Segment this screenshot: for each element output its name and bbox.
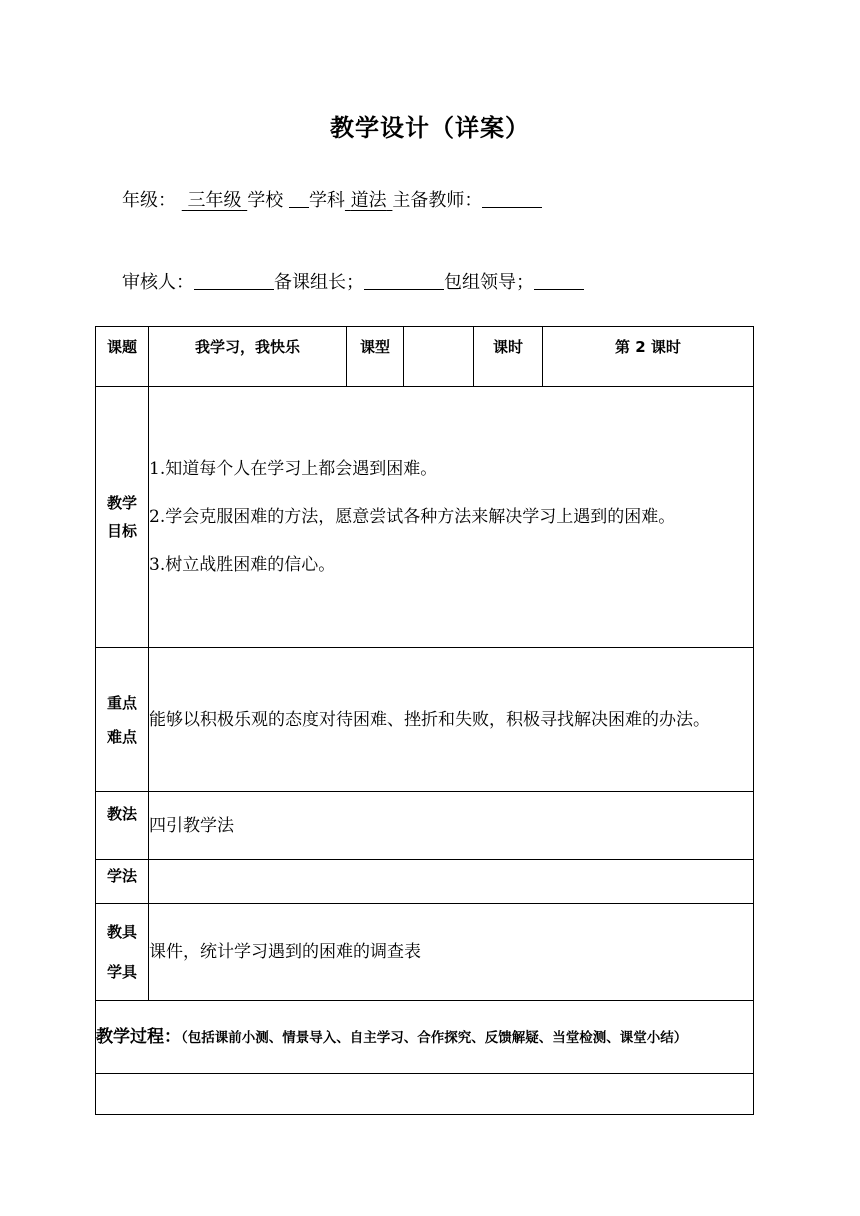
lesson-plan-table [95,326,754,1115]
supervisor-label: 包组领导； [444,272,534,293]
process-content-row [96,1074,754,1115]
reviewer-blank [194,271,274,290]
supervisor-blank [534,271,584,290]
goals-content [149,387,754,648]
grade-label: 年级： [122,190,176,211]
process-label: 教学过程： [96,1026,181,1047]
teaching-method-value: 四引教学法 [149,792,754,860]
key-points-label: 重点 难点 [96,648,149,792]
goal-item: 3.树立战胜困难的信心。 [149,555,336,575]
learning-method-value [149,860,754,904]
reviewer-label: 审核人： [122,272,194,293]
type-label: 课型 [347,327,404,387]
subject-value: 道法 [350,190,387,211]
teacher-label: 主备教师： [392,190,483,211]
goal-item: 2.学会克服困难的方法，愿意尝试各种方法来解决学习上遇到的困难。 [149,507,676,527]
teaching-method-label: 教法 [96,792,149,860]
type-value [404,327,474,387]
school-label: 学校 [247,190,284,211]
document-title: 教学设计（详案） [330,114,530,142]
process-content [96,1074,754,1115]
teacher-blank [482,189,542,208]
tools-label: 教具 学具 [96,904,149,1001]
period-value: 第 2 课时 [543,327,754,387]
topic-value: 我学习，我快乐 [149,327,347,387]
learning-method-row [96,860,754,904]
goals-row [96,387,754,648]
grade-value: 三年级 [187,190,242,211]
teaching-method-row [96,792,754,860]
key-points-row [96,648,754,792]
info-line-grade [122,186,542,212]
process-row [96,1001,754,1074]
topic-label: 课题 [96,327,149,387]
tools-row [96,904,754,1001]
key-points-content: 能够以积极乐观的态度对待困难、挫折和失败，积极寻找解决困难的办法。 [149,648,754,792]
tools-value: 课件，统计学习遇到的困难的调查表 [149,904,754,1001]
group-leader-blank [364,271,444,290]
goal-item: 1.知道每个人在学习上都会遇到困难。 [149,459,438,479]
school-blank [289,189,309,208]
process-note: （包括课前小测、情景导入、自主学习、合作探究、反馈解疑、当堂检测、课堂小结） [181,1029,688,1046]
header-row [96,327,754,387]
goals-label: 教学 目标 [96,387,149,648]
subject-label: 学科 [308,190,345,211]
group-leader-label: 备课组长； [274,272,364,293]
period-label: 课时 [474,327,543,387]
learning-method-label: 学法 [96,860,149,904]
info-line-review [122,268,584,294]
process-heading [96,1001,754,1074]
